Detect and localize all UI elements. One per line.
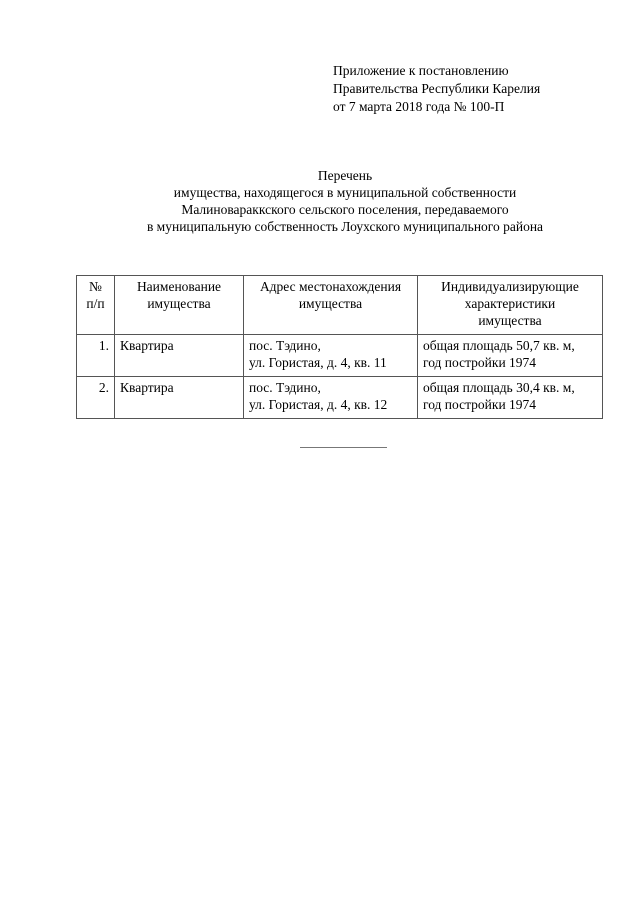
row-number: 1. [77, 335, 115, 377]
heading-title: Перечень [317, 168, 373, 183]
property-table [76, 275, 603, 419]
heading-line: в муниципальную собственность Лоухского муниципального района [146, 219, 544, 234]
row-address: пос. Тэдино, ул. Гористая, д. 4, кв. 12 [244, 377, 418, 419]
row-number: 2. [77, 377, 115, 419]
row-characteristics: общая площадь 30,4 кв. м, год постройки 1974 [418, 377, 603, 419]
header-characteristics: Индивидуализирующие характеристики имущества [418, 276, 603, 335]
document-heading [0, 167, 640, 235]
row-address: пос. Тэдино, ул. Гористая, д. 4, кв. 11 [244, 335, 418, 377]
appendix-line: Приложение к постановлению [333, 63, 509, 78]
row-name: Квартира [115, 335, 244, 377]
end-divider [300, 447, 387, 448]
table-row [77, 335, 603, 377]
header-address: Адрес местонахождения имущества [244, 276, 418, 335]
heading-line: Малиновараккского сельского поселения, передаваемого [181, 202, 509, 217]
header-name: Наименование имущества [115, 276, 244, 335]
table-header-row [77, 276, 603, 335]
row-characteristics: общая площадь 50,7 кв. м, год постройки 1974 [418, 335, 603, 377]
table-row [77, 377, 603, 419]
heading-line: имущества, находящегося в муниципальной собственности [173, 185, 517, 200]
appendix-line: Правительства Республики Карелия [333, 81, 541, 96]
row-name: Квартира [115, 377, 244, 419]
header-number: № п/п [77, 276, 115, 335]
appendix-block [333, 62, 540, 116]
appendix-line: от 7 марта 2018 года № 100-П [333, 99, 505, 114]
